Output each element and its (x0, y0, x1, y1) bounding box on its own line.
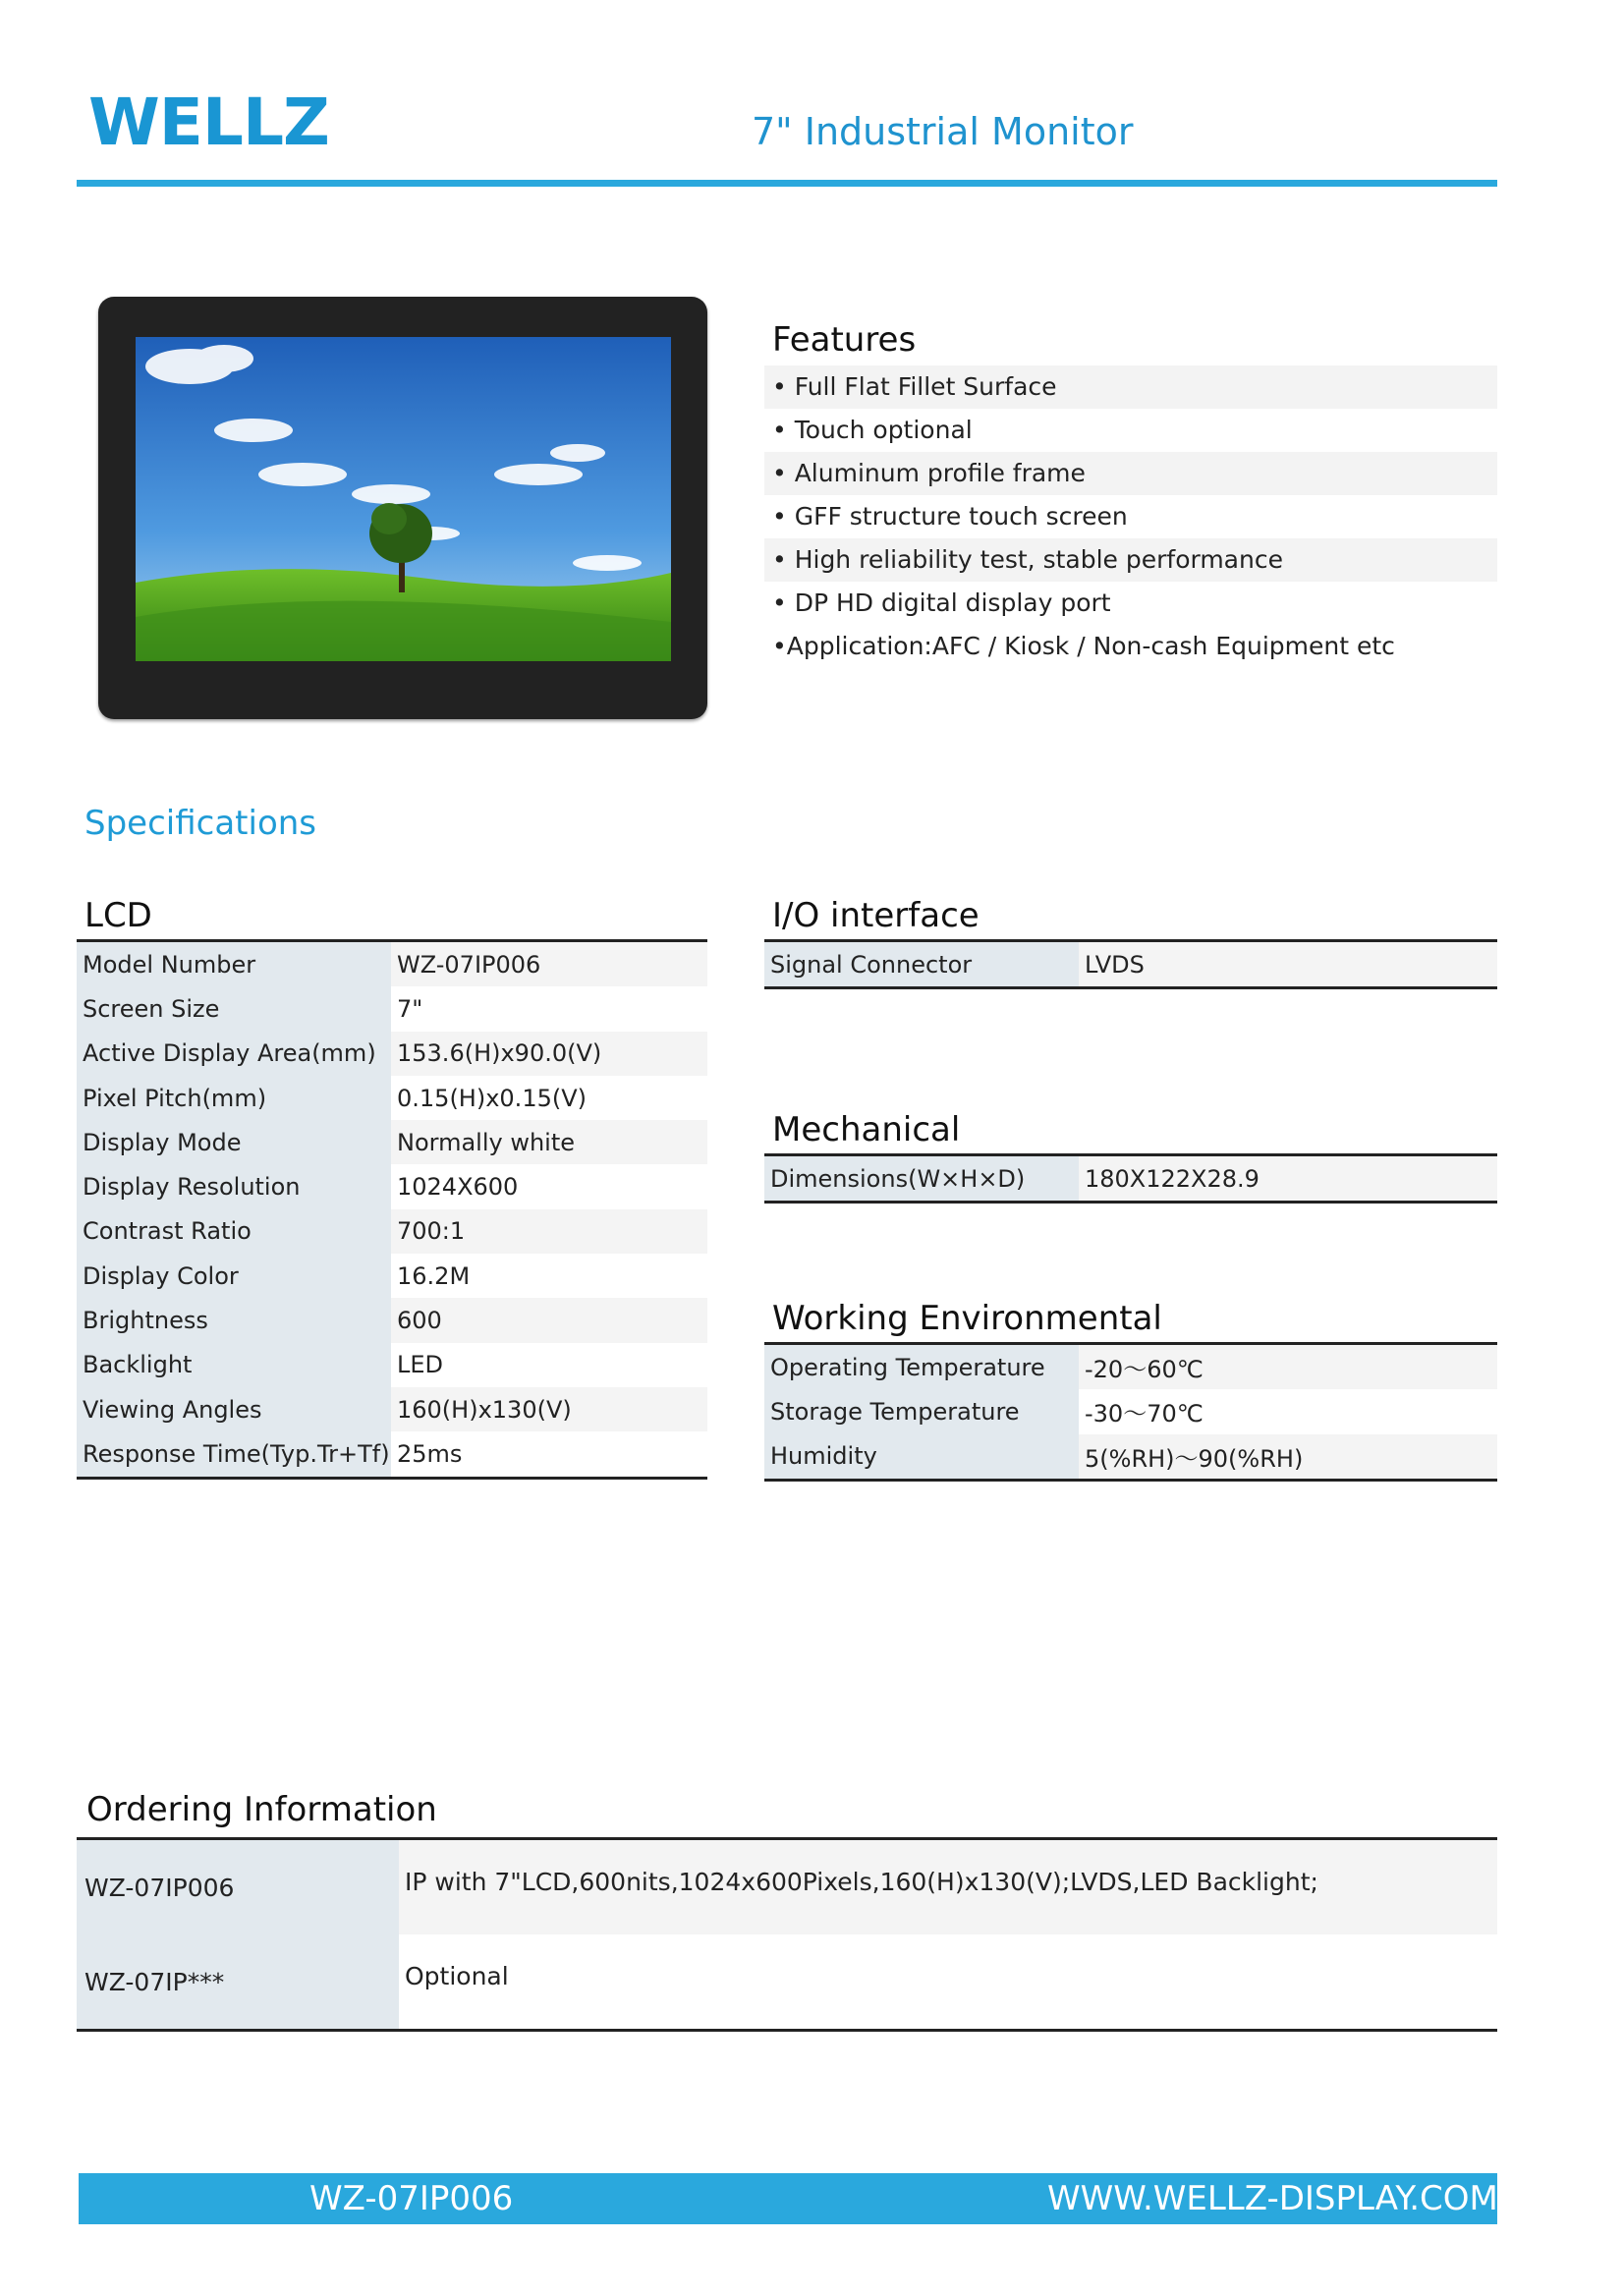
feature-item: • Aluminum profile frame (764, 452, 1497, 495)
spec-value: 7" (397, 994, 423, 1023)
spec-value: 160(H)x130(V) (391, 1387, 707, 1431)
feature-item: • High reliability test, stable performance (764, 538, 1497, 582)
table-row (77, 1298, 707, 1342)
spec-value: 153.6(H)x90.0(V) (391, 1032, 707, 1076)
environment-heading: Working Environmental (772, 1299, 1162, 1338)
table-row (77, 1209, 707, 1254)
io-table (764, 939, 1497, 989)
spec-value: LVDS (1079, 942, 1497, 986)
table-row (764, 942, 1497, 986)
spec-value: WZ-07IP006 (391, 942, 707, 986)
spec-label: Backlight (77, 1343, 391, 1387)
landscape-screen-image (136, 337, 671, 661)
spec-value: 16.2M (397, 1261, 471, 1290)
spec-value: 600 (391, 1298, 707, 1342)
spec-value: -30～70℃ (1085, 1400, 1204, 1428)
spec-label: Operating Temperature (764, 1345, 1079, 1389)
table-row (77, 1387, 707, 1431)
table-row (77, 1840, 1497, 1934)
product-title: 7" Industrial Monitor (752, 110, 1134, 153)
spec-label: Display Resolution (77, 1164, 391, 1208)
spec-value: 5(%RH)～90(%RH) (1079, 1434, 1497, 1479)
ordering-table (77, 1837, 1497, 2032)
lcd-table (77, 939, 707, 1480)
spec-value: -20～60℃ (1079, 1345, 1497, 1389)
spec-label: Viewing Angles (77, 1387, 391, 1431)
lcd-heading: LCD (84, 896, 152, 935)
spec-label: Brightness (77, 1298, 391, 1342)
spec-label: Humidity (764, 1434, 1079, 1479)
features-list (764, 365, 1497, 668)
feature-item: •Application:AFC / Kiosk / Non-cash Equipment etc (772, 632, 1395, 660)
table-row (77, 1431, 707, 1476)
mechanical-table (764, 1153, 1497, 1204)
table-row (77, 1120, 707, 1164)
footer-model-number: WZ-07IP006 (309, 2179, 514, 2218)
spec-label: Model Number (77, 942, 391, 986)
table-row (77, 1254, 707, 1298)
feature-item: • GFF structure touch screen (772, 502, 1128, 531)
spec-label: Dimensions(W×H×D) (764, 1156, 1079, 1201)
spec-label: Signal Connector (764, 942, 1079, 986)
spec-label: Pixel Pitch(mm) (77, 1076, 391, 1120)
table-row (77, 1343, 707, 1387)
spec-value: 180X122X28.9 (1079, 1156, 1497, 1201)
ordering-heading: Ordering Information (86, 1790, 437, 1829)
header-divider (77, 180, 1497, 187)
order-description: Optional (405, 1962, 509, 1990)
table-row (77, 1076, 707, 1120)
table-row (77, 1032, 707, 1076)
brand-logo: WELLZ (88, 84, 329, 160)
order-code: WZ-07IP*** (77, 1934, 399, 2029)
table-row (764, 1389, 1497, 1433)
spec-value: 700:1 (391, 1209, 707, 1254)
footer-website-link[interactable]: WWW.WELLZ-DISPLAY.COM (1047, 2179, 1498, 2218)
monitor-product-image (98, 297, 707, 719)
table-row (764, 1345, 1497, 1389)
spec-label: Contrast Ratio (77, 1209, 391, 1254)
order-description: IP with 7"LCD,600nits,1024x600Pixels,160(H)x130(V);LVDS,LED Backlight; (399, 1840, 1497, 1934)
table-row (77, 1164, 707, 1208)
specifications-heading: Specifications (84, 804, 317, 843)
spec-label: Screen Size (77, 986, 391, 1031)
mechanical-heading: Mechanical (772, 1110, 961, 1149)
spec-value: LED (397, 1351, 444, 1379)
spec-value: 25ms (397, 1439, 463, 1468)
spec-value: Normally white (391, 1120, 707, 1164)
spec-value: 1024X600 (397, 1173, 519, 1202)
table-row (764, 1434, 1497, 1479)
spec-label: Display Mode (77, 1120, 391, 1164)
table-row (77, 942, 707, 986)
environment-table (764, 1342, 1497, 1482)
spec-label: Response Time(Typ.Tr+Tf) (77, 1431, 391, 1476)
feature-item: • Full Flat Fillet Surface (764, 365, 1497, 409)
order-code: WZ-07IP006 (77, 1840, 399, 1934)
feature-item: • DP HD digital display port (772, 588, 1111, 617)
io-heading: I/O interface (772, 896, 980, 935)
feature-item: • Touch optional (772, 416, 973, 444)
spec-label: Storage Temperature (764, 1389, 1079, 1433)
spec-label: Active Display Area(mm) (77, 1032, 391, 1076)
table-row (764, 1156, 1497, 1201)
spec-value: 0.15(H)x0.15(V) (397, 1084, 587, 1112)
features-heading: Features (772, 320, 917, 360)
table-row (77, 1934, 1497, 2029)
spec-label: Display Color (77, 1254, 391, 1298)
table-row (77, 986, 707, 1031)
